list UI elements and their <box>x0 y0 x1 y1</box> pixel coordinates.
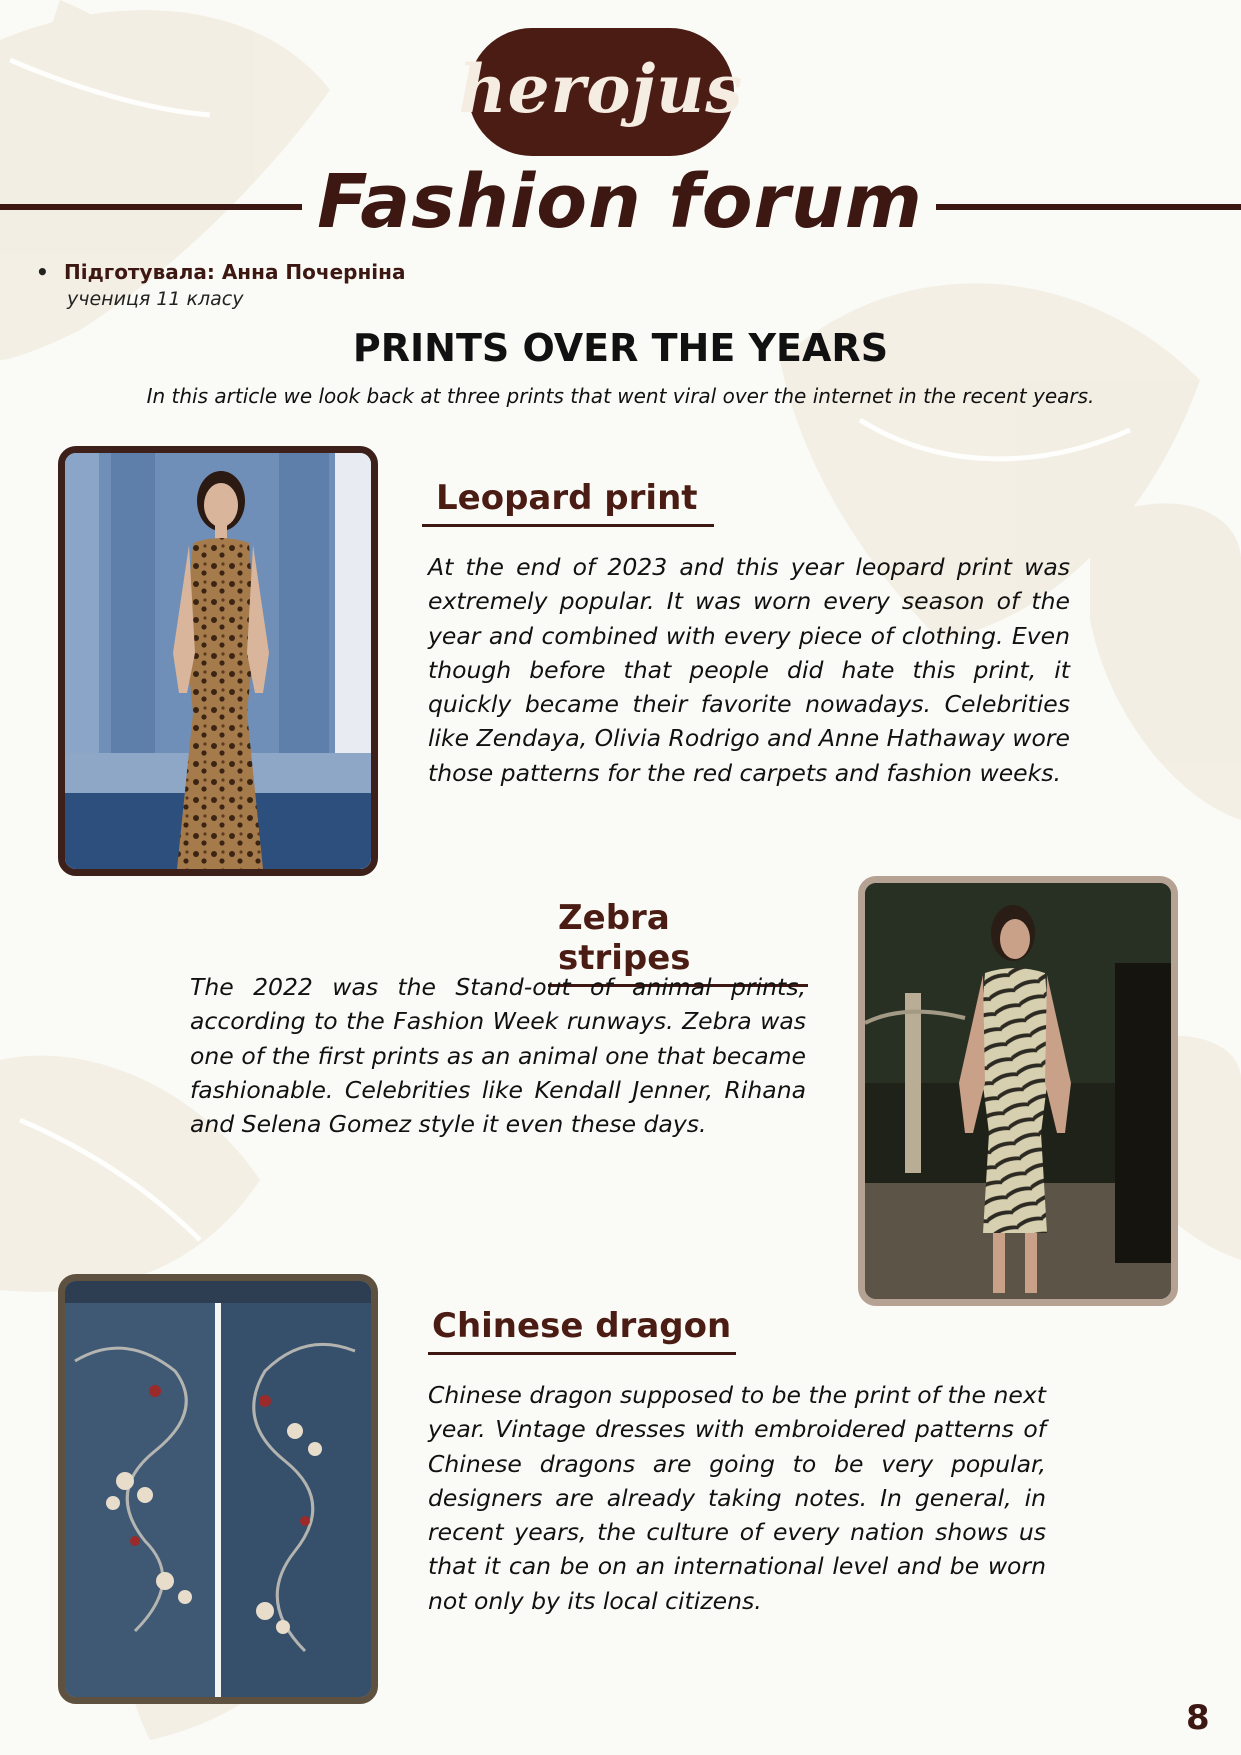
bullet-icon: • <box>36 260 49 284</box>
title-rule-right <box>936 204 1241 210</box>
chinese-dragon-photo <box>58 1274 378 1704</box>
section-intro: In this article we look back at three prints that went viral over the internet in the recent years. <box>146 384 1095 408</box>
brand-logo-text: herojus <box>458 50 744 128</box>
leopard-print-photo <box>58 446 378 876</box>
magazine-title: Fashion forum <box>317 159 923 245</box>
author-role: учениця 11 класу <box>67 288 244 310</box>
zebra-stripes-photo <box>858 876 1178 1306</box>
chinese-dragon-heading: Chinese dragon <box>428 1306 736 1355</box>
brand-logo <box>458 28 744 156</box>
page-number: 8 <box>1186 1698 1210 1738</box>
zebra-stripes-heading: Zebra stripes <box>548 898 808 987</box>
author-block <box>36 260 405 310</box>
section-title: PRINTS OVER THE YEARS <box>352 326 889 370</box>
zebra-stripes-text: The 2022 was the Stand-out of animal prints, according to the Fashion Week runways. Zebra was one of the first prints as an animal one that became fashionable. Celebrities like Kendall Jenner, Rihana and Selena Gomez style it even these days. <box>190 973 806 1139</box>
author-line <box>36 260 405 284</box>
title-rule-left <box>0 204 302 210</box>
author-name: Підготувала: Анна Почерніна <box>64 260 406 284</box>
leopard-print-text: At the end of 2023 and this year leopard print was extremely popular. It was worn every season of the year and combined with every piece of clothing. Even though before that people did hate this print, it quickly became their favorite nowadays. Celebrities like Zendaya, Olivia Rodrigo and Anne Hathaway wore those patterns for the red carpets and fashion weeks. <box>428 553 1070 787</box>
chinese-dragon-text: Chinese dragon supposed to be the print of the next year. Vintage dresses with embroidered patterns of Chinese dragons are going to be very popular, designers are already taking notes. In general, in recent years, the culture of every nation shows us that it can be on an international level and be worn not only by its local citizens. <box>428 1381 1046 1615</box>
leopard-print-heading: Leopard print <box>422 478 714 527</box>
